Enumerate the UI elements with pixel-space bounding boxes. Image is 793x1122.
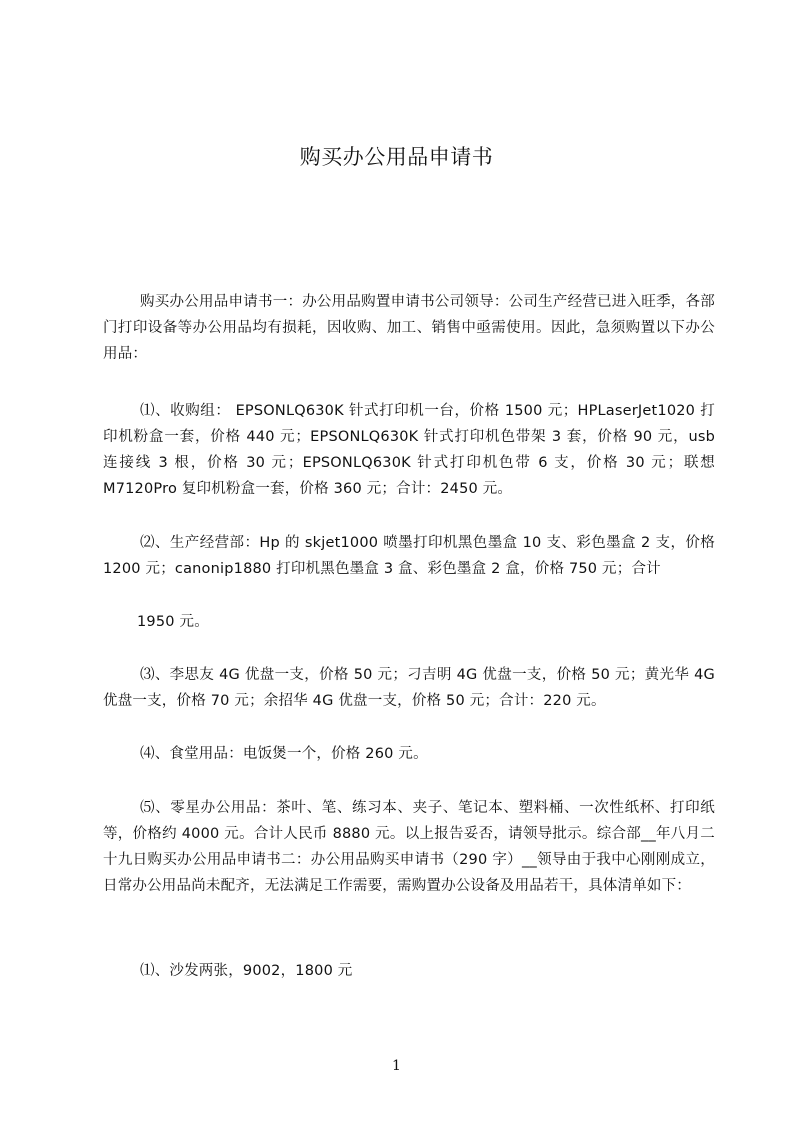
page-number: 1: [392, 1058, 401, 1074]
document-title: 购买办公用品申请书: [299, 145, 494, 169]
item-4-paragraph: ⑷、食堂用品：电饭煲一个，价格 260 元。: [140, 746, 428, 762]
list-item-paragraph: ⑴、沙发两张，9002，1800 元: [140, 963, 353, 979]
item-2-paragraph: ⑵、生产经营部：Hp 的 skjet1000 喷墨打印机黑色墨盒 10 支、彩色墨盒 2 支，价格 1200 元；canonip1880 打印机黑色墨盒 3 盒、彩色墨盒 2 盒，价格 750 元；合计: [103, 535, 715, 577]
item-5-paragraph: ⑸、零星办公用品：茶叶、笔、练习本、夹子、笔记本、塑料桶、一次性纸杯、打印纸等，价格约 4000 元。合计人民币 8880 元。以上报告妥否，请领导批示。综合部__年八月二十九日购买办公用品申请书二：办公用品购买申请书（290 字）__领导由于我中心刚刚成立，日常办公用品尚未配齐，无法满足工作需要，需购置办公设备及用品若干，具体清单如下：: [103, 800, 715, 894]
item-1-paragraph: ⑴、收购组： EPSONLQ630K 针式打印机一台，价格 1500 元；HPLaserJet1020 打印机粉盒一套，价格 440 元；EPSONLQ630K 针式打印机色带架 3 套，价格 90 元，usb 连接线 3 根，价格 30 元；EPSONLQ630K 针式打印机色带 6 支，价格 30 元；联想 M7120Pro 复印机粉盒一套，价格 360 元；合计：2450 元。: [103, 403, 715, 497]
item-2-total-paragraph: 1950 元。: [137, 614, 209, 630]
item-3-paragraph: ⑶、李思友 4G 优盘一支，价格 50 元；刁吉明 4G 优盘一支，价格 50 元；黄光华 4G 优盘一支，价格 70 元；余招华 4G 优盘一支，价格 50 元；合计：220 元。: [103, 667, 715, 709]
intro-paragraph: 购买办公用品申请书一：办公用品购置申请书公司领导：公司生产经营已进入旺季，各部门打印设备等办公用品均有损耗，因收购、加工、销售中亟需使用。因此，急须购置以下办公用品：: [103, 294, 715, 362]
